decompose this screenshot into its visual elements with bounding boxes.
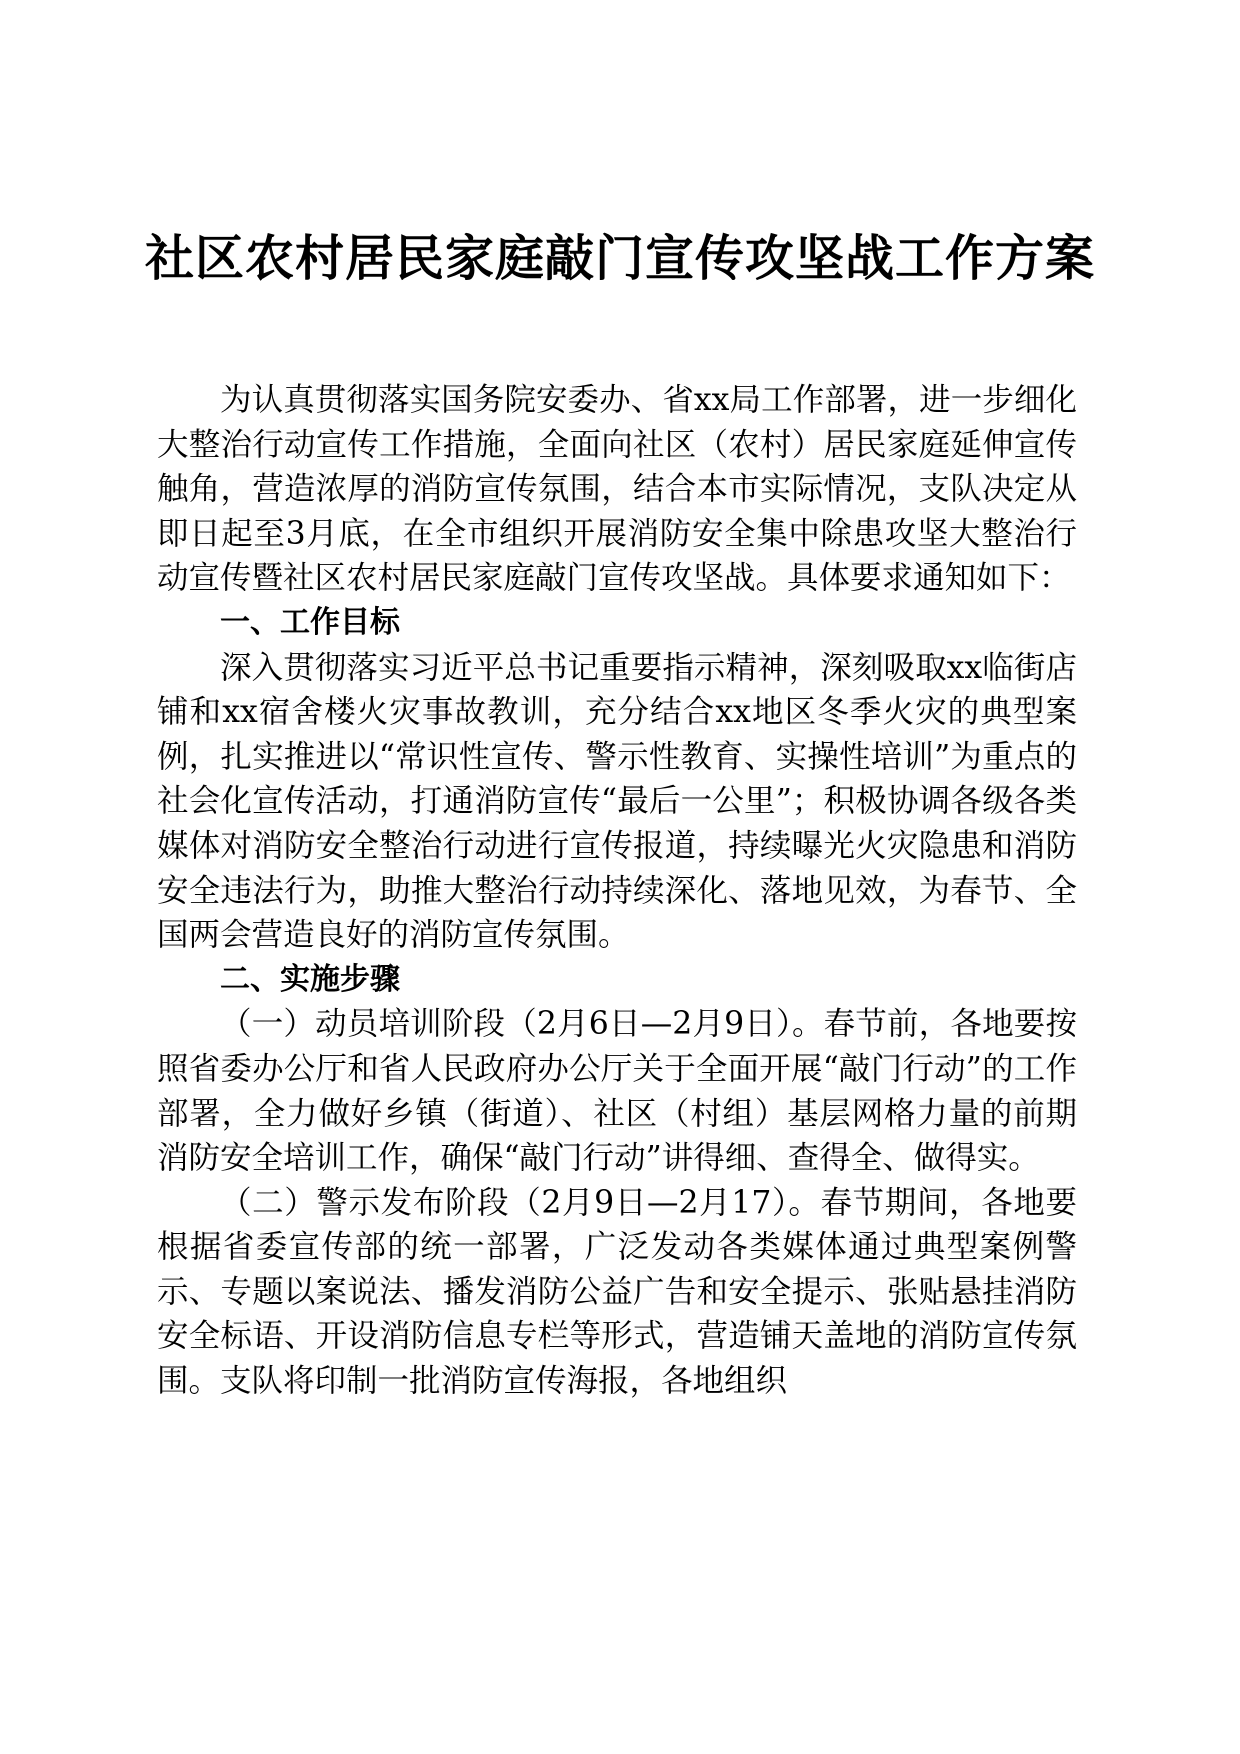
step-paragraph-warning: （二）警示发布阶段（2月9日—2月17）。春节期间，各地要根据省委宣传部的统一部署，广泛发动各类媒体通过典型案例警示、专题以案说法、播发消防公益广告和安全提示、张贴悬挂消防安全标语、开设消防信息专栏等形式，营造铺天盖地的消防宣传氛围。支队将印制一批消防宣传海报，各地组织 — [157, 1184, 1077, 1400]
section-heading-goals: 一、工作目标 — [220, 604, 400, 640]
document-title: 社区农村居民家庭敲门宣传攻坚战工作方案 — [144, 229, 1095, 287]
section-heading-steps: 二、实施步骤 — [220, 961, 400, 997]
document-body — [157, 378, 1077, 1404]
intro-paragraph: 为认真贯彻落实国务院安委办、省xx局工作部署，进一步细化大整治行动宣传工作措施，全面向社区（农村）居民家庭延伸宣传触角，营造浓厚的消防宣传氛围，结合本市实际情况，支队决定从即日起至3月底，在全市组织开展消防安全集中除患攻坚大整治行动宣传暨社区农村居民家庭敲门宣传攻坚战。具体要求通知如下： — [157, 382, 1077, 597]
step-paragraph-training: （一）动员培训阶段（2月6日—2月9日）。春节前，各地要按照省委办公厅和省人民政府办公厅关于全面开展“敲门行动”的工作部署，全力做好乡镇（街道）、社区（村组）基层网格力量的前期消防安全培训工作，确保“敲门行动”讲得细、查得全、做得实。 — [157, 1006, 1077, 1177]
goals-paragraph: 深入贯彻落实习近平总书记重要指示精神，深刻吸取xx临街店铺和xx宿舍楼火灾事故教训，充分结合xx地区冬季火灾的典型案例，扎实推进以“常识性宣传、警示性教育、实操性培训”为重点的社会化宣传活动，打通消防宣传“最后一公里”；积极协调各级各类媒体对消防安全整治行动进行宣传报道，持续曝光火灾隐患和消防安全违法行为，助推大整治行动持续深化、落地见效，为春节、全国两会营造良好的消防宣传氛围。 — [157, 649, 1077, 954]
